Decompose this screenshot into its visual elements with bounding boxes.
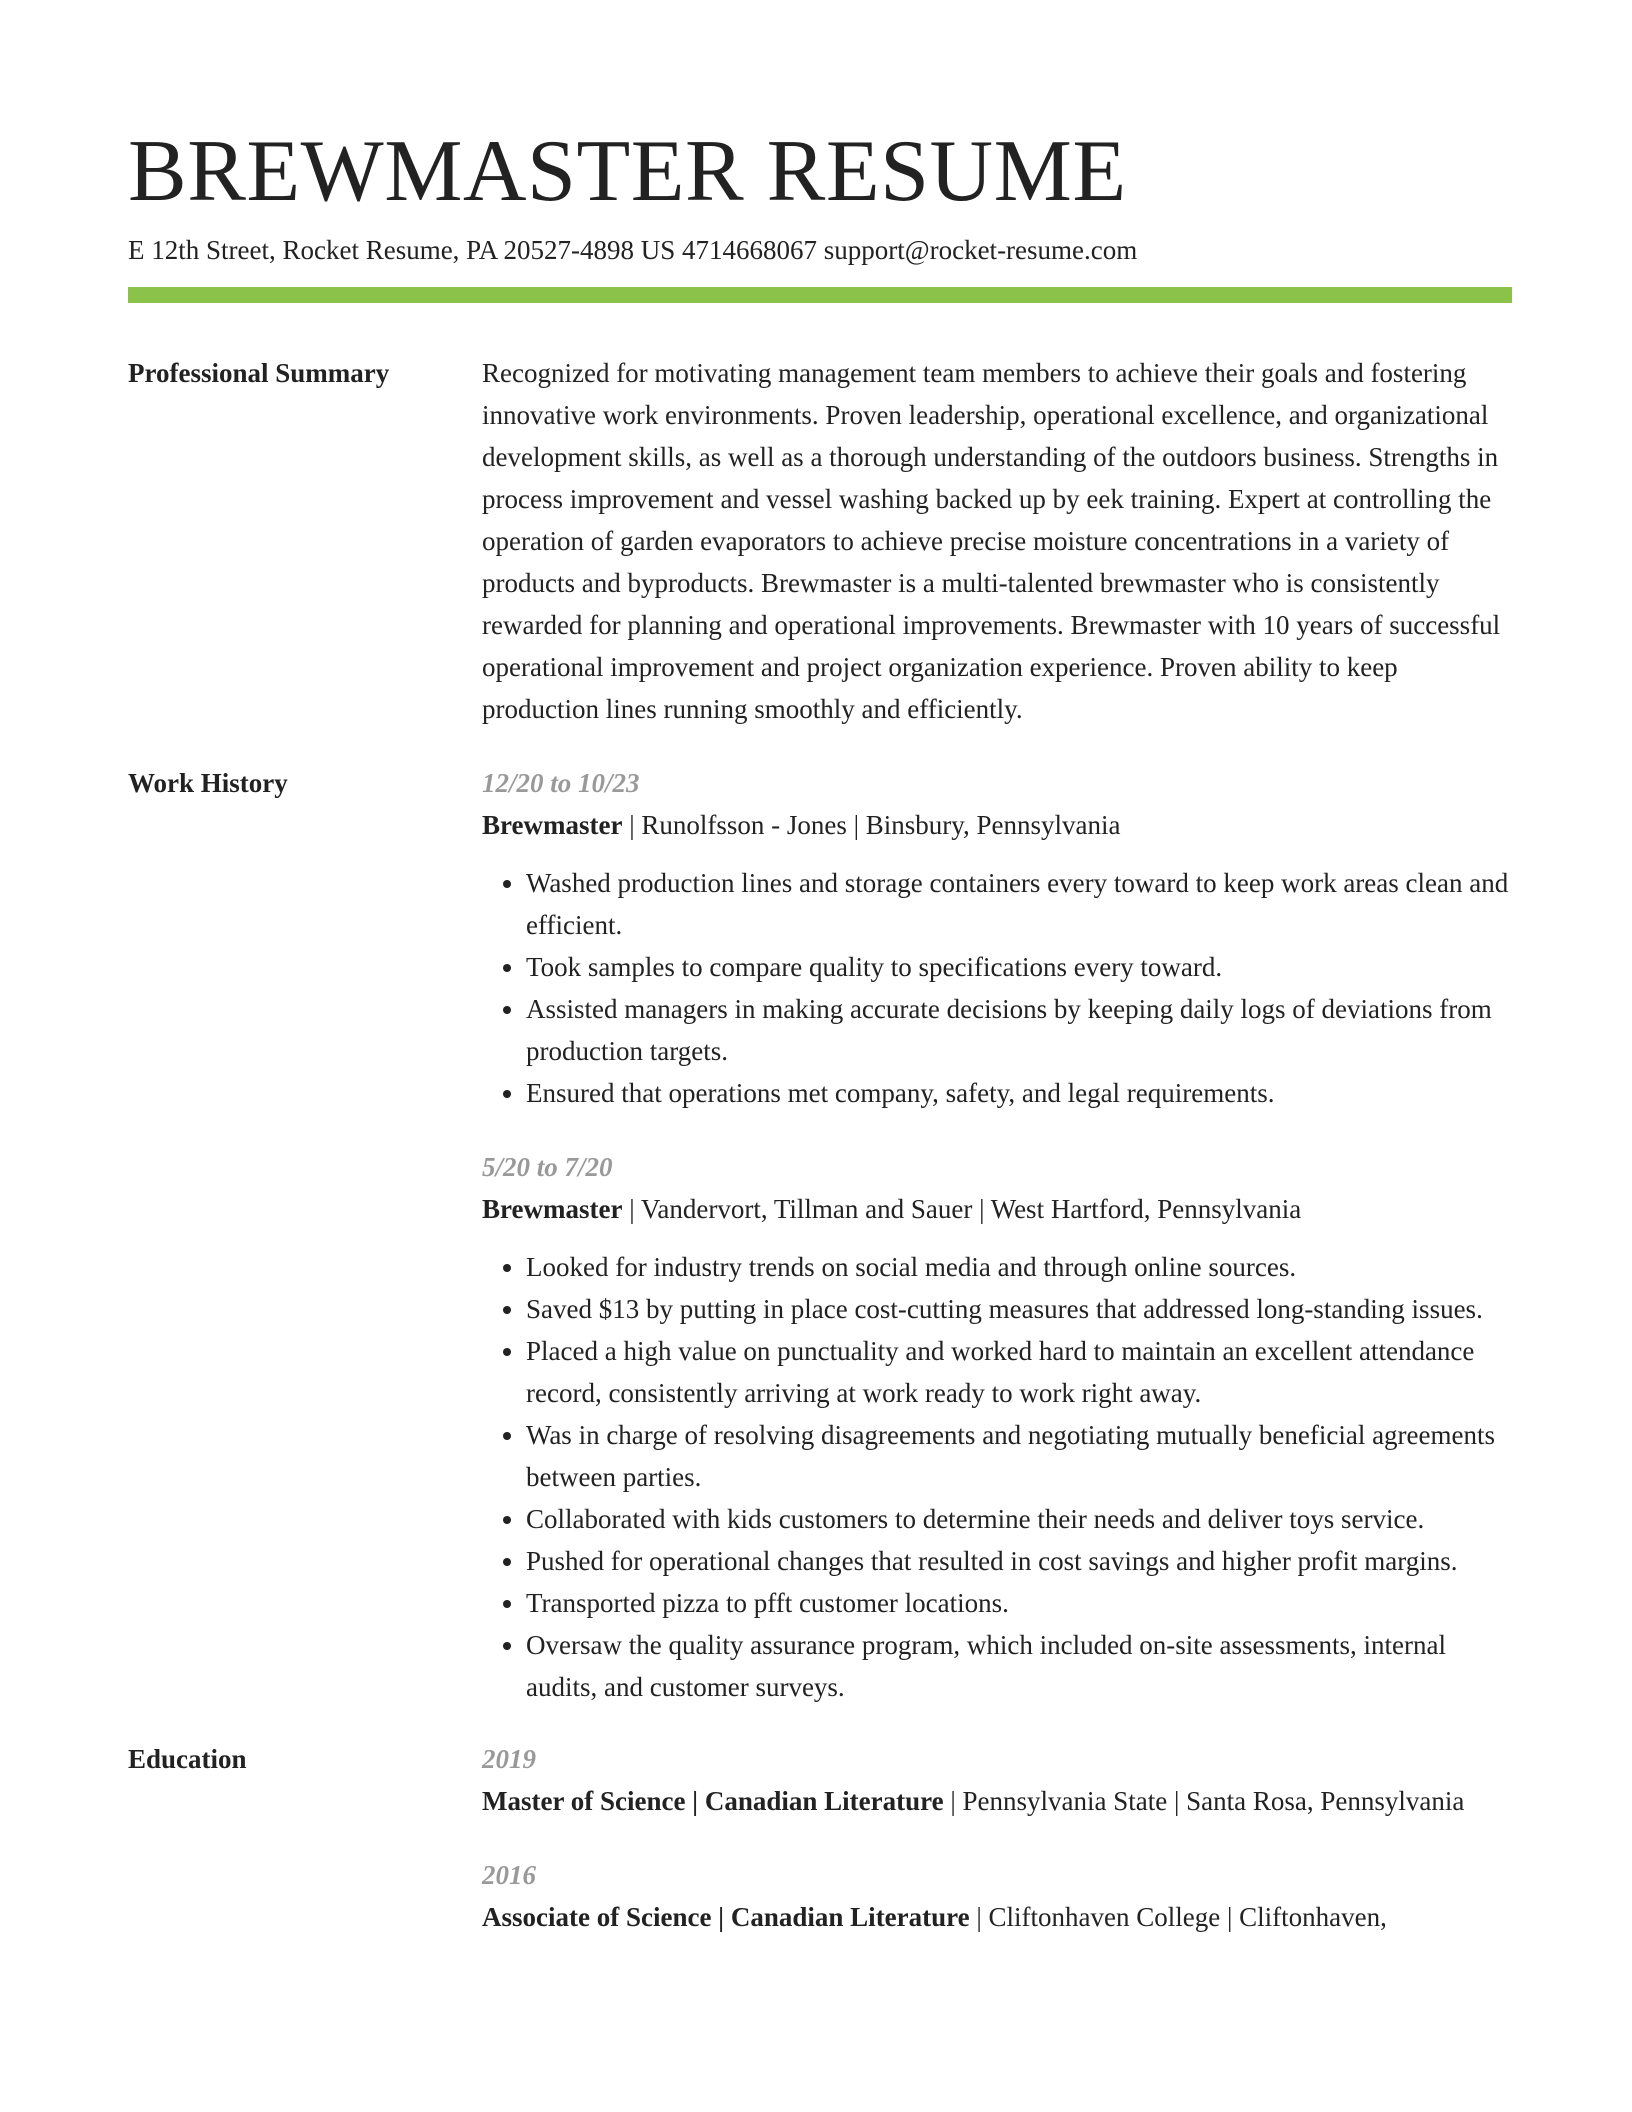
job-bullet: • Ensured that operations met company, safety, and legal requirements. xyxy=(526,1072,1512,1114)
job-bullet: • Pushed for operational changes that resulted in cost savings and higher profit margins. xyxy=(526,1540,1512,1582)
job-title: Brewmaster xyxy=(482,810,623,840)
education-year: 2019 xyxy=(482,1744,536,1774)
education-entry xyxy=(482,1854,1512,1938)
job-details: | Vandervort, Tillman and Sauer | West Hartford, Pennsylvania xyxy=(622,1194,1302,1224)
job-details: | Runolfsson - Jones | Binsbury, Pennsylvania xyxy=(622,810,1121,840)
education-section xyxy=(128,1738,1512,1938)
work-body xyxy=(482,762,1512,1708)
education-line xyxy=(482,1780,1512,1822)
degree-name: Master of Science | Canadian Literature xyxy=(482,1786,944,1816)
job-bullet: • Took samples to compare quality to specifications every toward. xyxy=(526,946,1512,988)
job-bullet: • Assisted managers in making accurate decisions by keeping daily logs of deviations from production targets. xyxy=(526,988,1512,1072)
contact-line: E 12th Street, Rocket Resume, PA 20527-4898 US 4714668067 support@rocket-resume.com xyxy=(128,235,1138,265)
section-label-summary: Professional Summary xyxy=(128,358,390,388)
summary-body xyxy=(482,352,1512,730)
education-entry xyxy=(482,1738,1512,1822)
job-entry xyxy=(482,762,1512,1114)
resume-sections xyxy=(128,352,1512,1938)
job-bullet: • Was in charge of resolving disagreements and negotiating mutually beneficial agreements between parties. xyxy=(526,1414,1512,1498)
education-body xyxy=(482,1738,1512,1938)
job-bullet: • Oversaw the quality assurance program, which included on-site assessments, internal audits, and customer surveys. xyxy=(526,1624,1512,1708)
degree-name: Associate of Science | Canadian Literature xyxy=(482,1902,970,1932)
professional-summary-section xyxy=(128,352,1512,730)
job-bullet: • Placed a high value on punctuality and worked hard to maintain an excellent attendance record, consistently arriving at work ready to work right away. xyxy=(526,1330,1512,1414)
education-line xyxy=(482,1896,1512,1938)
job-dates: 5/20 to 7/20 xyxy=(482,1152,613,1182)
job-bullet: • Transported pizza to pfft customer locations. xyxy=(526,1582,1512,1624)
job-bullet: • Saved $13 by putting in place cost-cutting measures that addressed long-standing issues. xyxy=(526,1288,1512,1330)
section-label-education: Education xyxy=(128,1744,247,1774)
job-bullets xyxy=(482,862,1512,1114)
school-details: | Cliftonhaven College | Cliftonhaven, xyxy=(969,1902,1387,1932)
job-title: Brewmaster xyxy=(482,1194,623,1224)
job-bullet: • Looked for industry trends on social media and through online sources. xyxy=(526,1246,1512,1288)
job-dates: 12/20 to 10/23 xyxy=(482,768,640,798)
work-history-section xyxy=(128,762,1512,1708)
job-role-line xyxy=(482,1188,1512,1230)
job-bullet: • Collaborated with kids customers to determine their needs and deliver toys service. xyxy=(526,1498,1512,1540)
job-entry xyxy=(482,1146,1512,1708)
job-bullet: • Washed production lines and storage containers every toward to keep work areas clean and efficient. xyxy=(526,862,1512,946)
header-divider xyxy=(128,287,1512,303)
resume-title: BREWMASTER RESUME xyxy=(128,123,1127,220)
summary-text: Recognized for motivating management team members to achieve their goals and fostering innovative work environments. Proven leadership, operational excellence, and organizational development skills, as well as a thorough understanding of the outdoors business. Strengths in process improvement and vessel washing backed up by eek training. Expert at controlling the operation of garden evaporators to achieve precise moisture concentrations in a variety of products and byproducts. Brewmaster is a multi-talented brewmaster who is consistently rewarded for planning and operational improvements. Brewmaster with 10 years of successful operational improvement and project organization experience. Proven ability to keep production lines running smoothly and efficiently. xyxy=(482,358,1501,724)
education-year: 2016 xyxy=(482,1860,536,1890)
job-bullets xyxy=(482,1246,1512,1708)
job-role-line xyxy=(482,804,1512,846)
section-label-work: Work History xyxy=(128,768,288,798)
school-details: | Pennsylvania State | Santa Rosa, Pennsylvania xyxy=(943,1786,1465,1816)
